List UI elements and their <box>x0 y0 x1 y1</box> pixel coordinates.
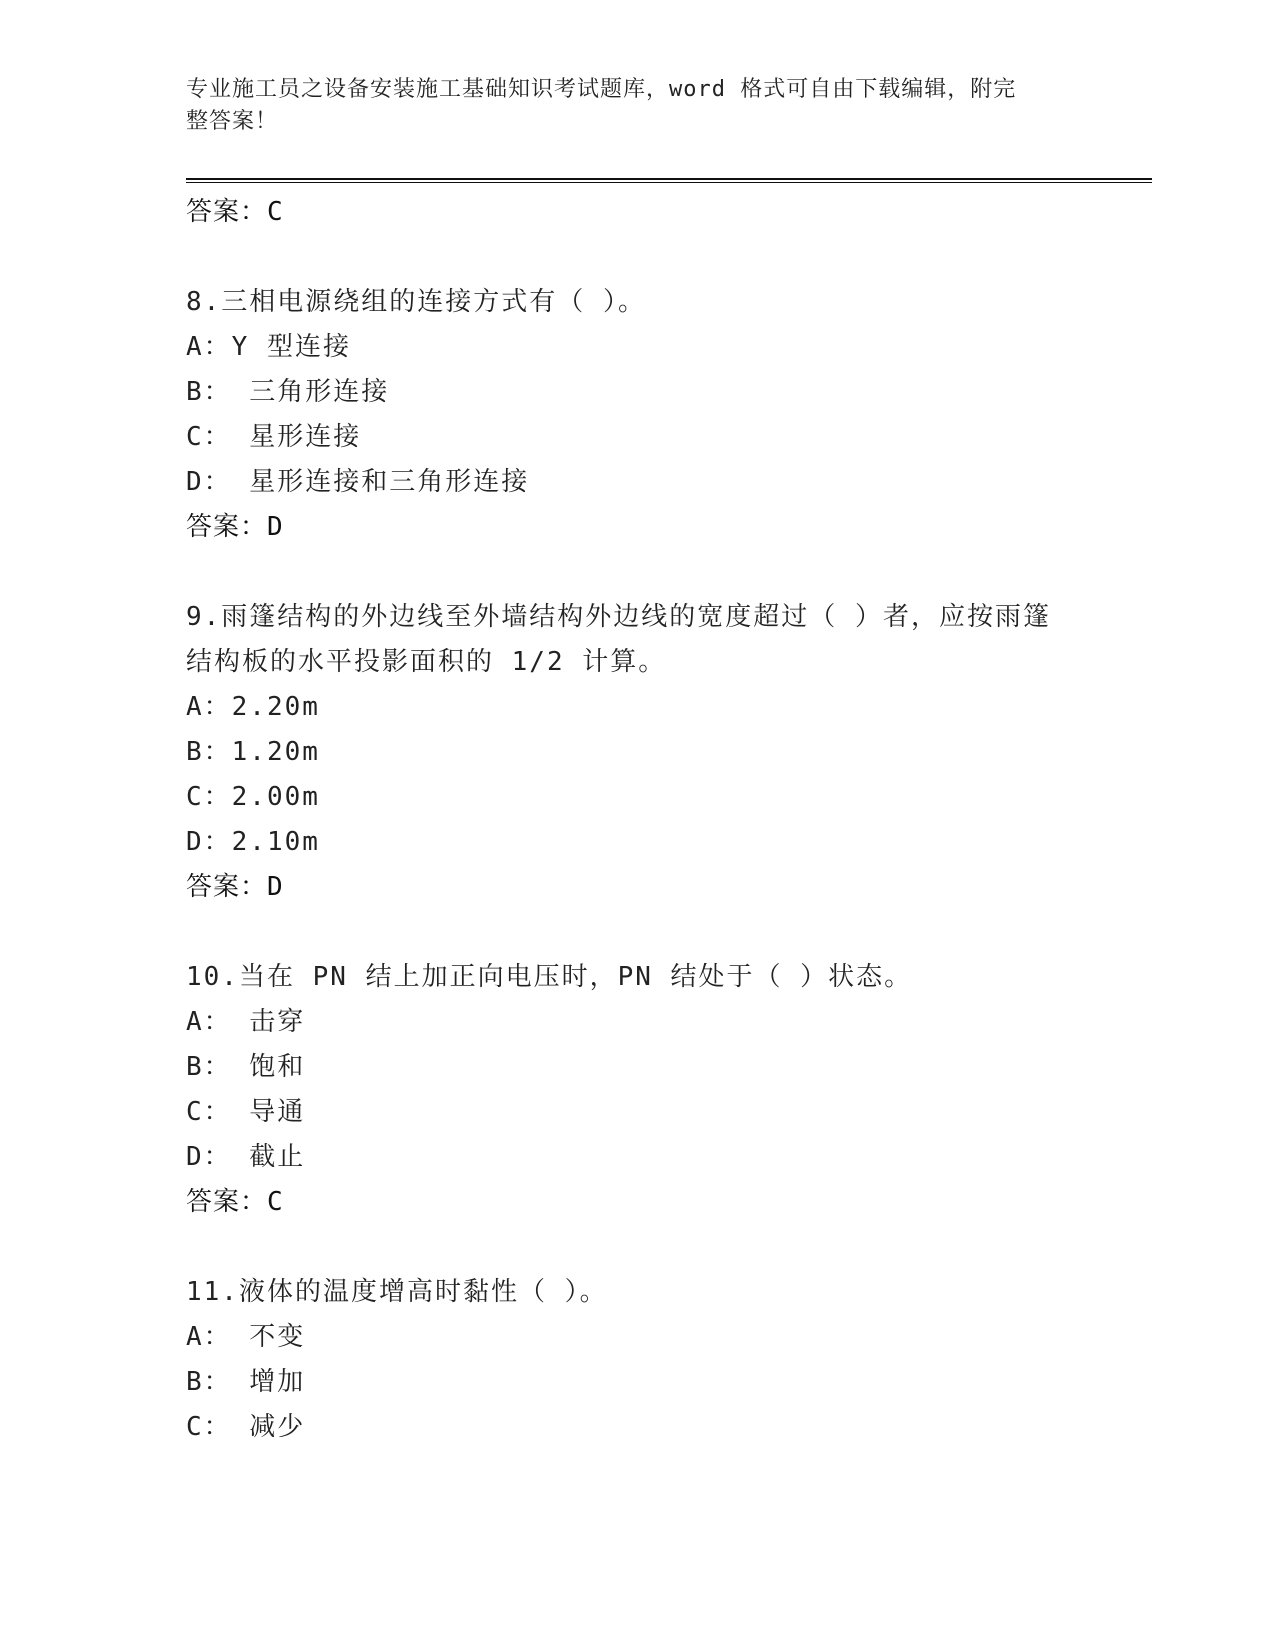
header-line-2: 整答案！ <box>186 109 279 134</box>
question-10 <box>186 955 1086 1225</box>
option-c: C：2.00m <box>186 782 320 812</box>
answer-line: 答案：D <box>186 872 284 902</box>
option-a: A：Y 型连接 <box>186 332 351 362</box>
option-d: D： 星形连接和三角形连接 <box>186 467 530 497</box>
option-c: C： 星形连接 <box>186 422 362 452</box>
option-b: B： 增加 <box>186 1367 306 1397</box>
answer-line: 答案：C <box>186 1187 284 1217</box>
question-stem: 11.液体的温度增高时黏性（ ）。 <box>186 1277 608 1307</box>
option-a: A： 击穿 <box>186 1007 306 1037</box>
option-d: D： 截止 <box>186 1142 306 1172</box>
question-stem-line-2: 结构板的水平投影面积的 1/2 计算。 <box>186 647 667 677</box>
option-c: C： 减少 <box>186 1412 306 1442</box>
question-list <box>186 190 1086 1450</box>
option-a: A： 不变 <box>186 1322 306 1352</box>
question-stem: 10.当在 PN 结上加正向电压时，PN 结处于（ ）状态。 <box>186 962 913 992</box>
question-8 <box>186 280 1086 550</box>
option-b: B： 饱和 <box>186 1052 306 1082</box>
header-divider-thin <box>186 182 1152 183</box>
question-9 <box>186 595 1086 910</box>
header-line-1: 专业施工员之设备安装施工基础知识考试题库，word 格式可自由下载编辑，附完 <box>186 77 1017 102</box>
option-c: C： 导通 <box>186 1097 306 1127</box>
question-11 <box>186 1270 1086 1450</box>
option-b: B： 三角形连接 <box>186 377 390 407</box>
option-a: A：2.20m <box>186 692 320 722</box>
option-d: D：2.10m <box>186 827 320 857</box>
question-stem-line-1: 9.雨篷结构的外边线至外墙结构外边线的宽度超过（ ）者，应按雨篷 <box>186 602 1051 632</box>
answer-line: 答案：D <box>186 512 284 542</box>
answer-line: 答案：C <box>186 197 284 227</box>
question-stem: 8.三相电源绕组的连接方式有（ ）。 <box>186 287 646 317</box>
option-b: B：1.20m <box>186 737 320 767</box>
header-divider-thick <box>186 178 1152 180</box>
document-header <box>186 74 1066 138</box>
